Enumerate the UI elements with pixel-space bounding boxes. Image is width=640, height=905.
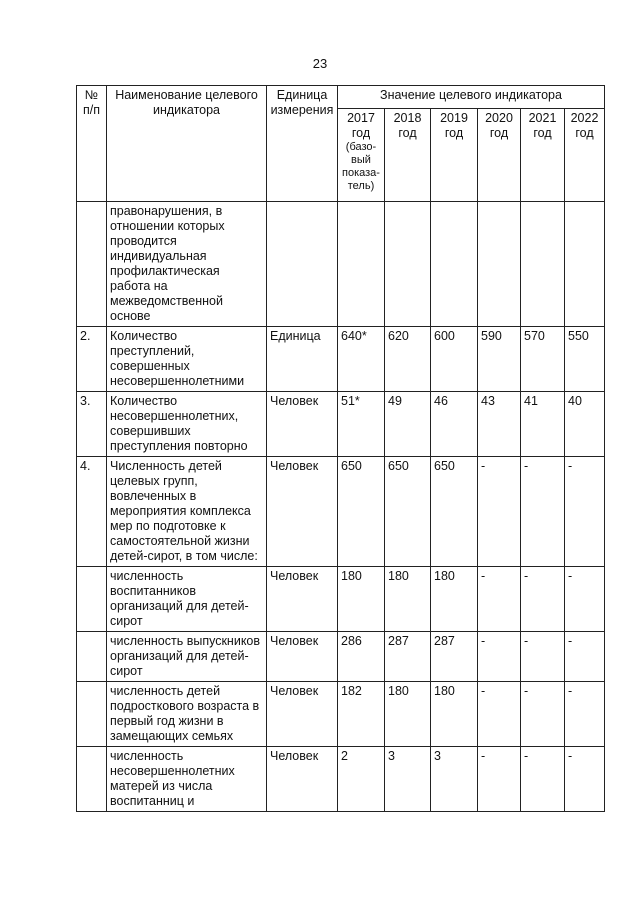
page-number: 23 bbox=[312, 56, 328, 71]
row-value-2022: 40 bbox=[565, 392, 605, 457]
row-value-2021: - bbox=[521, 457, 565, 567]
row-value-2021: 570 bbox=[521, 327, 565, 392]
header-year-label: год bbox=[489, 126, 509, 140]
row-value-2020: 590 bbox=[478, 327, 521, 392]
header-year-label: год bbox=[575, 126, 594, 140]
row-value-2019: 180 bbox=[431, 567, 478, 632]
table-row bbox=[77, 747, 605, 812]
row-value-2018: 180 bbox=[385, 682, 431, 747]
row-name: Количество несовершеннолетних, совершивших преступления повторно bbox=[107, 392, 267, 457]
header-year-note: (базо-вый показа-тель) bbox=[342, 141, 380, 192]
row-value-2020: - bbox=[478, 567, 521, 632]
table-row bbox=[77, 632, 605, 682]
row-value-2018 bbox=[385, 202, 431, 327]
row-value-2017: 286 bbox=[338, 632, 385, 682]
row-num bbox=[77, 682, 107, 747]
header-year-label: год bbox=[444, 126, 464, 140]
table-body bbox=[77, 202, 605, 812]
row-unit: Человек bbox=[267, 457, 338, 567]
row-name: численность выпускников организаций для детей-сирот bbox=[107, 632, 267, 682]
row-value-2017: 182 bbox=[338, 682, 385, 747]
row-unit: Человек bbox=[267, 632, 338, 682]
table-row bbox=[77, 567, 605, 632]
row-value-2021: - bbox=[521, 567, 565, 632]
row-num bbox=[77, 202, 107, 327]
row-value-2022: - bbox=[565, 567, 605, 632]
header-year-label: год bbox=[351, 126, 371, 140]
header-name: Наименование целевого индикатора bbox=[107, 86, 267, 202]
table-row bbox=[77, 457, 605, 567]
header-year-2022 bbox=[565, 109, 605, 202]
row-num: 4. bbox=[77, 457, 107, 567]
row-value-2017: 180 bbox=[338, 567, 385, 632]
row-value-2018: 180 bbox=[385, 567, 431, 632]
row-value-2021: - bbox=[521, 682, 565, 747]
row-unit: Человек bbox=[267, 747, 338, 812]
row-value-2020: - bbox=[478, 632, 521, 682]
row-value-2020: - bbox=[478, 457, 521, 567]
row-unit: Единица bbox=[267, 327, 338, 392]
header-year-2018 bbox=[385, 109, 431, 202]
row-num bbox=[77, 567, 107, 632]
row-value-2020: - bbox=[478, 747, 521, 812]
header-unit: Единица измерения bbox=[267, 86, 338, 202]
header-year-label: год bbox=[533, 126, 552, 140]
header-year-2017 bbox=[338, 109, 385, 202]
header-year-2019 bbox=[431, 109, 478, 202]
row-value-2017 bbox=[338, 202, 385, 327]
row-name: численность воспитанников организаций для детей-сирот bbox=[107, 567, 267, 632]
header-year-2020 bbox=[478, 109, 521, 202]
header-year-number: 2020 bbox=[485, 111, 513, 125]
row-value-2018: 3 bbox=[385, 747, 431, 812]
row-name: численность детей подросткового возраста в первый год жизни в замещающих семьях bbox=[107, 682, 267, 747]
row-value-2021: - bbox=[521, 747, 565, 812]
row-value-2018: 49 bbox=[385, 392, 431, 457]
row-value-2022: 550 bbox=[565, 327, 605, 392]
table-row bbox=[77, 202, 605, 327]
row-name: правонарушения, в отношении которых проводится индивидуальная профилактическая работа на межведомственной основе bbox=[107, 202, 267, 327]
row-value-2022: - bbox=[565, 747, 605, 812]
row-value-2020: - bbox=[478, 682, 521, 747]
table-row bbox=[77, 392, 605, 457]
row-value-2021: 41 bbox=[521, 392, 565, 457]
row-value-2019: 650 bbox=[431, 457, 478, 567]
header-value: Значение целевого индикатора bbox=[338, 86, 605, 109]
row-value-2021: - bbox=[521, 632, 565, 682]
row-value-2018: 650 bbox=[385, 457, 431, 567]
row-value-2017: 650 bbox=[338, 457, 385, 567]
header-year-number: 2022 bbox=[570, 111, 599, 125]
header-year-2021 bbox=[521, 109, 565, 202]
row-value-2019: 180 bbox=[431, 682, 478, 747]
header-num: № п/п bbox=[77, 86, 107, 202]
row-unit: Человек bbox=[267, 682, 338, 747]
row-name: Количество преступлений, совершенных несовершеннолетними bbox=[107, 327, 267, 392]
row-value-2019 bbox=[431, 202, 478, 327]
row-value-2021 bbox=[521, 202, 565, 327]
row-value-2019: 287 bbox=[431, 632, 478, 682]
row-value-2018: 620 bbox=[385, 327, 431, 392]
header-year-number: 2019 bbox=[440, 111, 468, 125]
row-name: Численность детей целевых групп, вовлеченных в мероприятия комплекса мер по подготовке к самостоятельной жизни детей-сирот, в том числе: bbox=[107, 457, 267, 567]
header-year-number: 2021 bbox=[528, 111, 557, 125]
row-value-2020: 43 bbox=[478, 392, 521, 457]
row-num: 2. bbox=[77, 327, 107, 392]
row-name: численность несовершеннолетних матерей из числа воспитанниц и bbox=[107, 747, 267, 812]
table-row bbox=[77, 682, 605, 747]
row-value-2019: 600 bbox=[431, 327, 478, 392]
header-year-number: 2018 bbox=[393, 111, 422, 125]
row-unit bbox=[267, 202, 338, 327]
row-unit: Человек bbox=[267, 567, 338, 632]
row-num bbox=[77, 747, 107, 812]
row-value-2017: 640* bbox=[338, 327, 385, 392]
table-header-row bbox=[77, 86, 605, 109]
row-value-2018: 287 bbox=[385, 632, 431, 682]
header-year-label: год bbox=[398, 126, 417, 140]
row-value-2022: - bbox=[565, 682, 605, 747]
row-num bbox=[77, 632, 107, 682]
header-year-number: 2017 bbox=[347, 111, 375, 125]
row-value-2019: 46 bbox=[431, 392, 478, 457]
row-num: 3. bbox=[77, 392, 107, 457]
row-value-2020 bbox=[478, 202, 521, 327]
row-value-2022: - bbox=[565, 632, 605, 682]
row-value-2022: - bbox=[565, 457, 605, 567]
row-value-2019: 3 bbox=[431, 747, 478, 812]
row-unit: Человек bbox=[267, 392, 338, 457]
row-value-2022 bbox=[565, 202, 605, 327]
row-value-2017: 51* bbox=[338, 392, 385, 457]
table-row bbox=[77, 327, 605, 392]
row-value-2017: 2 bbox=[338, 747, 385, 812]
indicators-table bbox=[76, 85, 605, 812]
